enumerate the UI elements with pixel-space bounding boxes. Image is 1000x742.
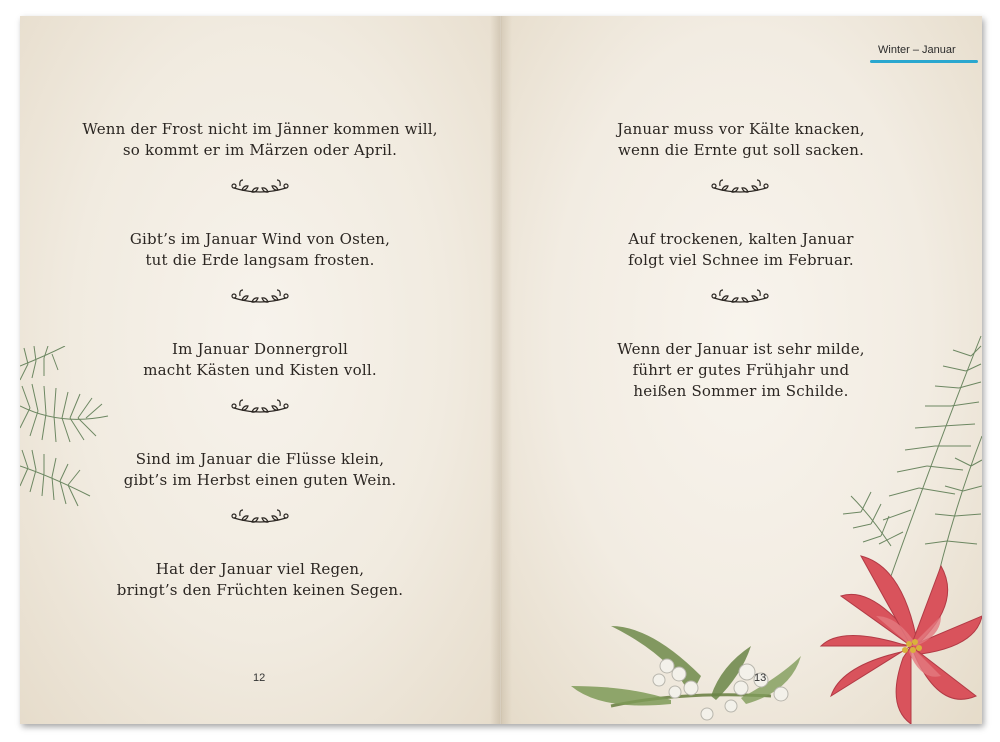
stanza-line: Wenn der Frost nicht im Jänner kommen will, [82,120,438,138]
stanza-line: so kommt er im Märzen oder April. [122,141,398,159]
left-page [20,16,500,724]
book-gutter [490,16,512,724]
stanza-line: macht Kästen und Kisten voll. [143,361,377,379]
right-page [501,16,982,724]
stanza-1 [60,119,460,161]
stanza-line: folgt viel Schnee im Februar. [628,251,854,269]
stanza-1 [541,119,941,161]
stanza-line: Sind im Januar die Flüsse klein, [135,450,385,468]
laurel-divider-icon [710,178,770,198]
stanza-2 [60,229,460,271]
stanza-2 [541,229,941,271]
section-accent-rule [870,60,978,63]
stanza-line: Auf trockenen, kalten Januar [628,230,854,248]
stanza-line: Im Januar Donnergroll [171,340,349,358]
stanza-5 [60,559,460,601]
section-header [870,42,982,68]
laurel-divider-icon [230,398,290,418]
stanza-line: wenn die Ernte gut soll sacken. [617,141,865,159]
open-book [20,16,982,724]
stanza-3 [60,339,460,381]
laurel-divider-icon [710,288,770,308]
laurel-divider-icon [230,508,290,528]
stanza-line: gibt’s im Herbst einen guten Wein. [123,471,397,489]
stanza-line: tut die Erde langsam frosten. [145,251,375,269]
laurel-divider-icon [230,288,290,308]
stanza-line: Januar muss vor Kälte knacken, [617,120,865,138]
stanza-line: Hat der Januar viel Regen, [155,560,365,578]
stanza-line: bringt’s den Früchten keinen Segen. [116,581,404,599]
section-label: Winter – Januar [878,44,956,56]
stanza-line: heißen Sommer im Schilde. [633,382,849,400]
stanza-line: Gibt’s im Januar Wind von Osten, [129,230,391,248]
stanza-4 [60,449,460,491]
page-number: 13 [754,672,767,684]
laurel-divider-icon [230,178,290,198]
page-number: 12 [253,672,266,684]
stanza-line: Wenn der Januar ist sehr milde, [617,340,865,358]
stanza-line: führt er gutes Frühjahr und [632,361,850,379]
poinsettia-illustration [801,546,982,724]
